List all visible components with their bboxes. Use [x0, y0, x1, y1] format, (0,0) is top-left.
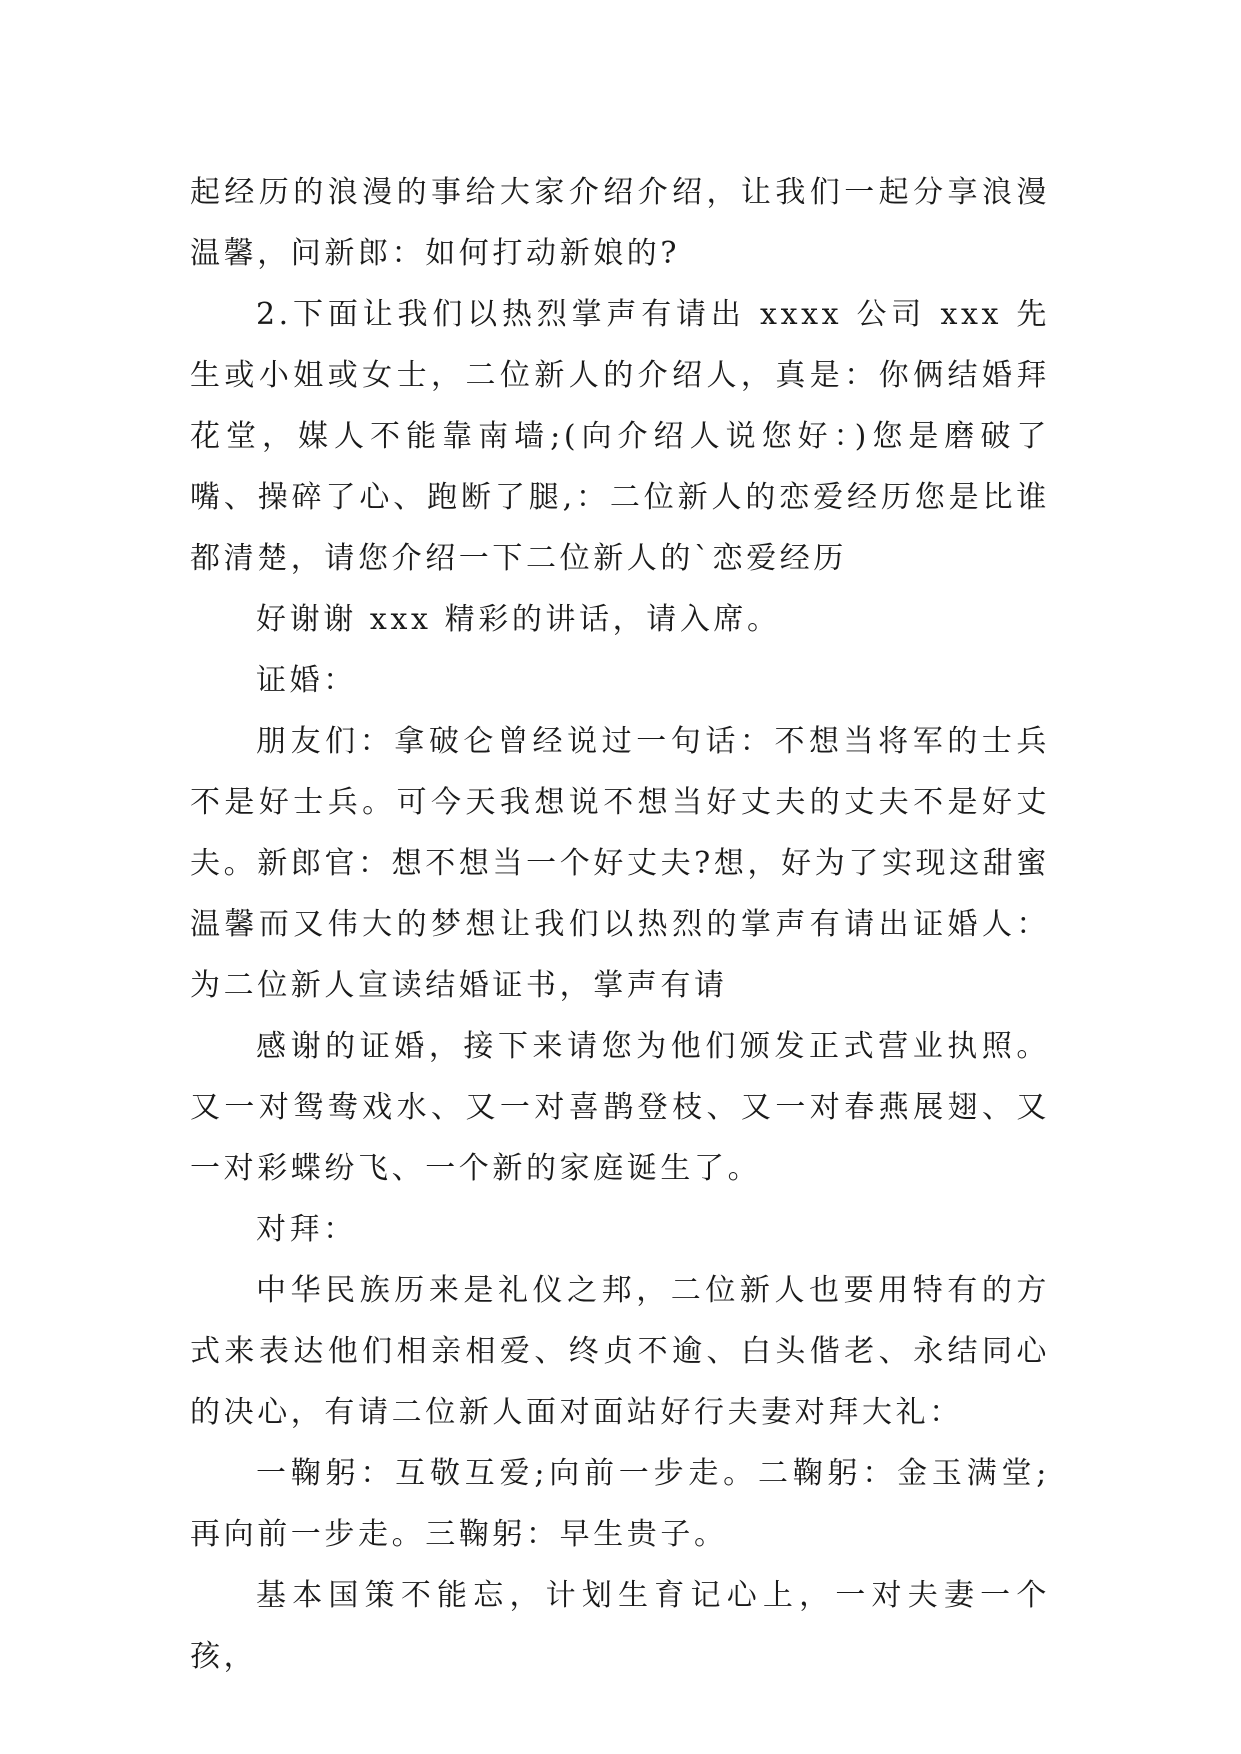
paragraph-1: 起经历的浪漫的事给大家介绍介绍，让我们一起分享浪漫温馨，问新郎：如何打动新娘的? [190, 175, 1050, 271]
paragraph-6: 感谢的证婚，接下来请您为他们颁发正式营业执照。又一对鸳鸯戏水、又一对喜鹊登枝、又一对春燕展翅、又一对彩蝶纷飞、一个新的家庭诞生了。 [190, 1029, 1050, 1186]
paragraph-5: 朋友们：拿破仑曾经说过一句话：不想当将军的士兵不是好士兵。可今天我想说不想当好丈夫的丈夫不是好丈夫。新郎官：想不想当一个好丈夫?想，好为了实现这甜蜜温馨而又伟大的梦想让我们以热烈的掌声有请出证婚人：为二位新人宣读结婚证书，掌声有请 [190, 724, 1050, 1003]
document-body [190, 162, 1050, 1687]
paragraph-9: 一鞠躬：互敬互爱;向前一步走。二鞠躬：金玉满堂;再向前一步走。三鞠躬：早生贵子。 [190, 1456, 1050, 1552]
section-heading-witness: 证婚： [256, 663, 357, 698]
paragraph-10: 基本国策不能忘，计划生育记心上，一对夫妻一个孩， [190, 1578, 1050, 1674]
paragraph-2: 2.下面让我们以热烈掌声有请出 xxxx 公司 xxx 先生或小姐或女士，二位新人的介绍人，真是：你俩结婚拜花堂，媒人不能靠南墙;(向介绍人说您好：)您是磨破了嘴、操碎了心、跑断了腿,：二位新人的恋爱经历您是比谁都清楚，请您介绍一下二位新人的`恋爱经历 [190, 297, 1050, 576]
section-heading-bow: 对拜： [256, 1212, 357, 1247]
paragraph-3: 好谢谢 xxx 精彩的讲话，请入席。 [256, 602, 781, 637]
paragraph-8: 中华民族历来是礼仪之邦，二位新人也要用特有的方式来表达他们相亲相爱、终贞不逾、白头偕老、永结同心的决心，有请二位新人面对面站好行夫妻对拜大礼： [190, 1273, 1050, 1430]
